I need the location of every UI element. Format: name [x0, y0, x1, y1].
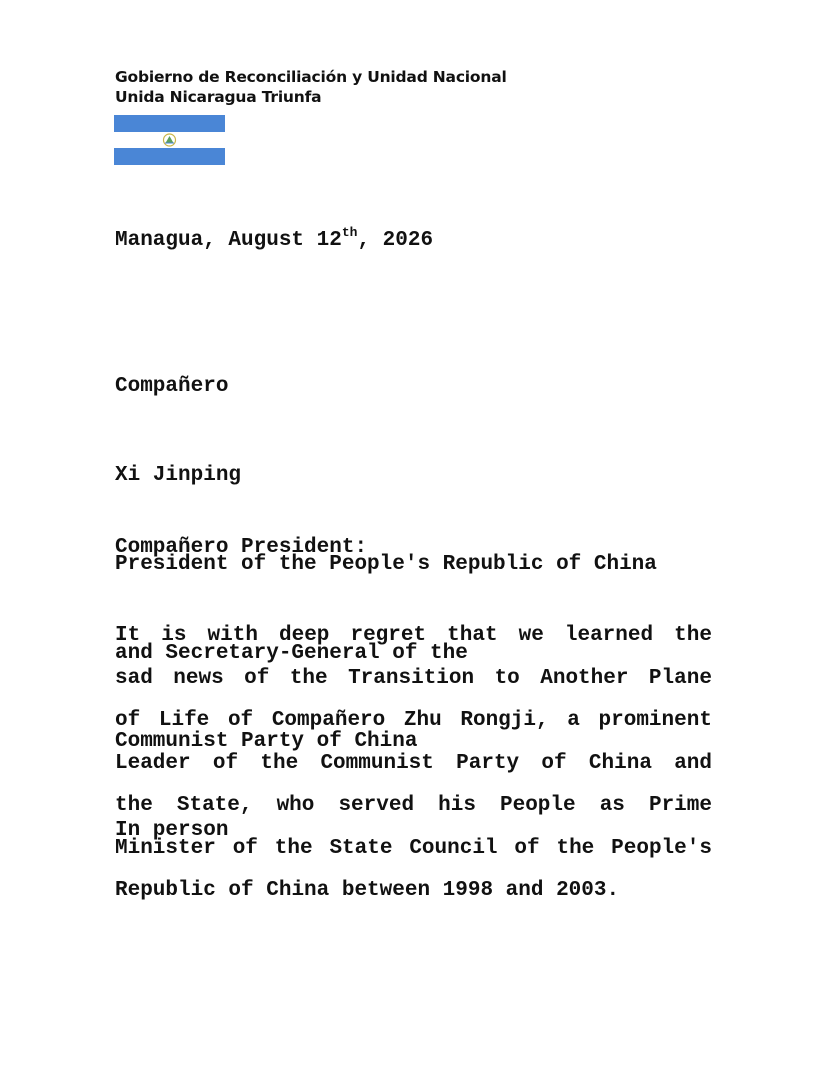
body-line: [115, 870, 712, 913]
body-word: between: [341, 879, 431, 902]
letterhead-slogan: Unida Nicaragua Triunfa: [115, 88, 322, 106]
body-line: [115, 658, 712, 701]
body-word: of: [541, 751, 567, 775]
body-word: the: [115, 794, 153, 817]
body-word: is: [161, 624, 187, 647]
body-word: of: [514, 836, 540, 860]
nicaragua-flag-icon: [114, 115, 225, 165]
body-word: to: [494, 666, 520, 690]
date-prefix: Managua, August 12: [115, 229, 342, 252]
body-line: [115, 785, 712, 828]
letterhead: [115, 67, 507, 107]
body-word: and: [674, 751, 712, 775]
body-word: Republic: [115, 879, 216, 902]
flag-top-stripe: [114, 115, 225, 132]
body-word: the: [674, 624, 712, 647]
body-word: regret: [350, 624, 427, 647]
recipient-line: Compañero: [115, 375, 229, 399]
letterhead-government-name: Gobierno de Reconciliación y Unidad Nacional: [115, 68, 507, 86]
recipient-line: and Secretary-General of the: [115, 641, 468, 665]
body-word: learned: [564, 624, 654, 647]
salutation: Compañero President:: [115, 536, 368, 559]
recipient-line: President of the People's Republic of China: [115, 552, 657, 576]
body-word: Leader: [115, 751, 191, 775]
body-word: Transition: [348, 666, 475, 690]
body-word: China: [588, 751, 652, 775]
recipient-line: Communist Party of China: [115, 730, 418, 754]
body-word: China: [266, 879, 330, 902]
body-word: Prime: [648, 794, 712, 817]
body-word: the: [556, 836, 595, 860]
body-word: of: [244, 666, 270, 690]
body-word: deep: [279, 624, 330, 647]
recipient-line: In person: [115, 819, 229, 843]
body-word: People's: [611, 836, 712, 860]
body-line: [115, 828, 712, 871]
body-word: of: [212, 751, 239, 775]
body-word: sad: [115, 666, 153, 690]
body-word: served: [338, 794, 415, 817]
body-word: Life: [158, 709, 210, 732]
body-word: of: [228, 879, 254, 902]
body-word: prominent: [598, 709, 712, 732]
body-word: Zhu: [403, 709, 442, 732]
flag-bottom-stripe: [114, 148, 225, 165]
body-word: 1998: [442, 879, 494, 902]
body-word: as: [599, 794, 625, 817]
body-word: of: [232, 836, 258, 860]
body-line: [115, 743, 712, 786]
date-ordinal: th: [341, 225, 358, 240]
body-word: Council: [409, 836, 498, 860]
body-word: Communist: [320, 751, 434, 775]
body-word: Compañero: [271, 709, 386, 732]
body-paragraph: [115, 615, 712, 913]
body-word: the: [289, 666, 328, 690]
body-word: the: [274, 836, 313, 860]
body-line: [115, 615, 712, 658]
body-word: news: [173, 666, 224, 690]
body-word: a: [567, 709, 580, 732]
body-word: People: [500, 794, 576, 817]
body-word: we: [518, 624, 544, 647]
body-word: the: [260, 751, 299, 775]
letter-date: [115, 226, 433, 256]
body-word: who: [276, 794, 315, 817]
body-word: of: [115, 709, 141, 732]
body-word: State: [329, 836, 393, 860]
body-word: with: [207, 624, 258, 647]
body-word: Another: [540, 666, 629, 690]
body-word: Minister: [115, 836, 216, 860]
body-word: his: [438, 794, 476, 817]
body-word: It: [115, 624, 141, 647]
body-word: and: [505, 879, 544, 902]
body-word: State,: [176, 794, 253, 817]
date-suffix: , 2026: [357, 229, 434, 252]
body-word: Rongji,: [460, 709, 549, 732]
body-word: that: [447, 624, 498, 647]
body-word: of: [227, 709, 254, 732]
body-line: [115, 700, 712, 743]
body-word: Party: [456, 751, 520, 775]
body-word: Plane: [648, 666, 712, 690]
recipient-line: Xi Jinping: [115, 463, 242, 487]
body-word: 2003.: [556, 879, 620, 902]
